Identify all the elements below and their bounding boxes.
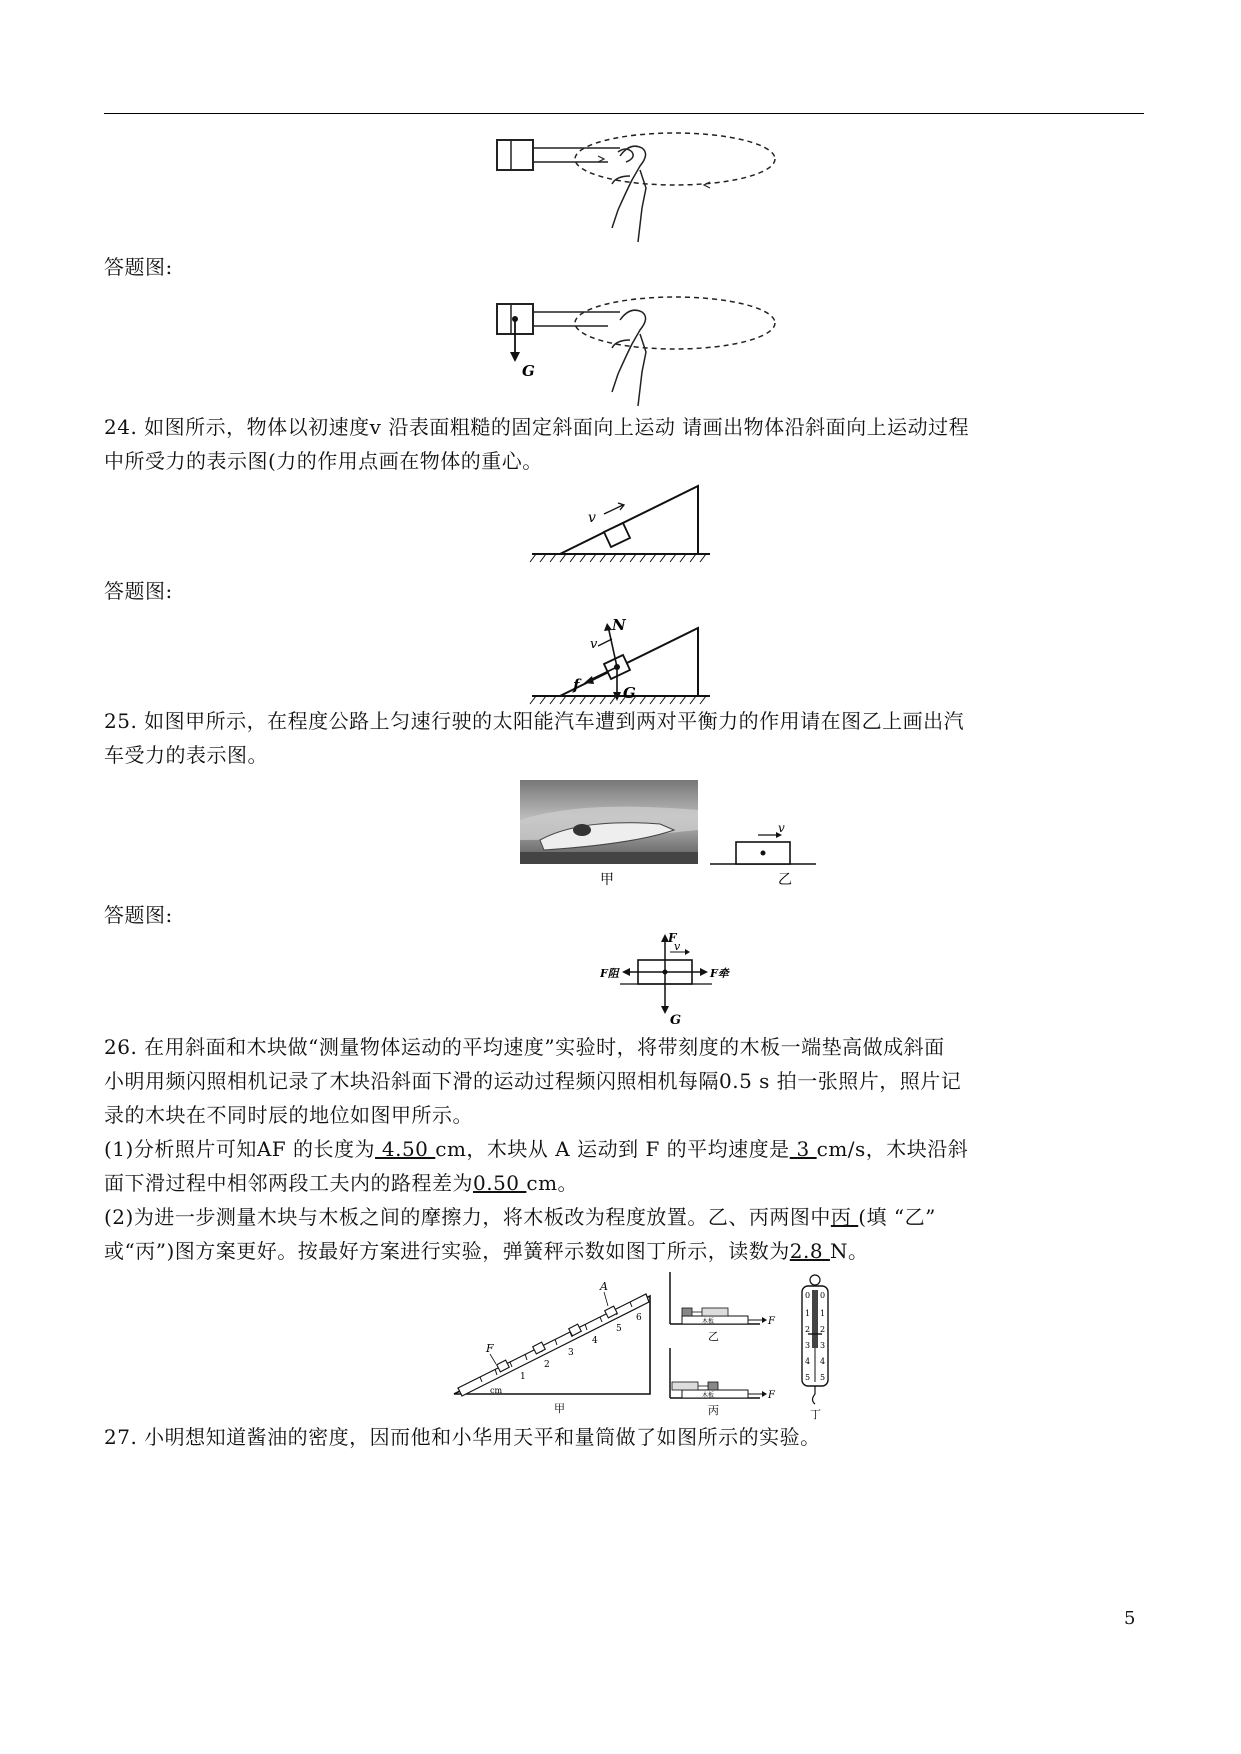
q26-line3: 录的木块在不同时辰的地位如图甲所示。 [104,1103,473,1127]
answer-af-length: 4.50 [375,1137,436,1161]
q25-line1: 25. 如图甲所示，在程度公路上匀速行驶的太阳能汽车遭到两对平衡力的作用请在图乙上画出汽 [104,709,965,733]
tick-4: 4 [592,1336,598,1346]
tick-3: 3 [568,1348,574,1358]
label-ding: 丁 [810,1408,821,1421]
q26-p2-text-d: N。 [829,1239,869,1263]
figure-rotating-block-answer [490,290,790,412]
answer-label-1: 答题图: [104,255,173,279]
scale-3-r: 3 [820,1341,826,1350]
label-G2: G [623,684,636,702]
q26-part2-line1 [104,1202,936,1232]
scale-2-r: 2 [820,1325,826,1334]
answer-label-2: 答题图: [104,579,173,603]
label-yi: 乙 [778,872,792,888]
scale-0-r: 0 [820,1291,826,1300]
label-v: v [588,510,596,526]
q26-part1-line2 [104,1168,578,1198]
label-v2: v [590,637,598,652]
label-v3: v [778,821,785,835]
figure-friction-experiment [450,1272,850,1422]
tick-1: 1 [520,1372,526,1382]
q26-line1: 26. 在用斜面和木块做“测量物体运动的平均速度”实验时，将带刻度的木板一端垫高做成斜面 [104,1035,945,1059]
label-F-bing: F [768,1390,775,1401]
tick-5: 5 [616,1324,622,1334]
q26-part1-line1 [104,1134,968,1164]
label-yi2: 乙 [708,1330,719,1343]
q26-p1-text-b: cm，木块从 A 运动到 F 的平均速度是 [435,1137,790,1161]
scale-5-r: 5 [820,1373,826,1382]
scale-5-l: 5 [805,1373,811,1382]
answer-label-3: 答题图: [104,903,173,927]
scale-1-r: 1 [820,1309,826,1318]
label-F-up: F [668,931,677,945]
q26-p1-text-a: (1)分析照片可知AF 的长度为 [104,1137,376,1161]
scale-2-l: 2 [805,1325,811,1334]
q26-p2-text-c: 或“丙”)图方案更好。按最好方案进行实验，弹簧秤示数如图丁所示，读数为 [104,1239,790,1263]
q26-p1-text-d: 面下滑过程中相邻两段工夫内的路程差为 [104,1171,473,1195]
label-f: f [573,676,580,694]
q26-part2-line2 [104,1236,868,1266]
label-bing: 丙 [708,1404,719,1417]
q25-line2: 车受力的表示图。 [104,743,268,767]
answer-average-speed: 3 [789,1137,817,1161]
figure-rotating-block [490,126,790,246]
label-G: G [522,362,535,380]
label-G3: G [670,1013,682,1028]
label-cm: cm [490,1386,503,1395]
figure-incline-answer [528,606,718,706]
figure-solar-car [520,780,826,890]
scale-1-l: 1 [805,1309,811,1318]
q26-p1-text-e: cm。 [526,1171,579,1195]
label-F-zu: F阻 [600,967,619,980]
answer-best-scheme: 丙 [830,1205,859,1229]
q26-p2-text-b: (填 “乙” [858,1205,936,1229]
tick-2: 2 [544,1360,550,1370]
scale-4-l: 4 [805,1357,811,1366]
scale-3-l: 3 [805,1341,811,1350]
q26-p2-text-a: (2)为进一步测量木块与木板之间的摩擦力，将木板改为程度放置。乙、丙两图中 [104,1205,831,1229]
header-rule [104,113,1144,114]
answer-spring-reading: 2.8 [789,1239,830,1263]
q24-line2: 中所受力的表示图(力的作用点画在物体的重心。 [104,449,543,473]
label-F-qian: F牵 [710,967,729,980]
figure-incline [528,484,718,564]
answer-distance-diff: 0.50 [473,1171,527,1195]
label-jia2: 甲 [554,1402,565,1415]
figure-car-forces [600,930,740,1030]
scale-0-l: 0 [805,1291,811,1300]
q26-line2: 小明用频闪照相机记录了木块沿斜面下滑的运动过程频闪照相机每隔0.5 s 拍一张照片，照片记 [104,1069,962,1093]
label-A: A [600,1280,608,1293]
q27-line1: 27. 小明想知道酱油的密度，因而他和小华用天平和量筒做了如图所示的实验。 [104,1425,821,1449]
label-jia: 甲 [600,872,614,888]
page-number: 5 [1124,1608,1136,1629]
tick-6: 6 [636,1313,642,1323]
label-v4: v [674,940,681,953]
label-F-yi: F [768,1316,775,1327]
scale-4-r: 4 [820,1357,826,1366]
label-board-bing: 木板 [702,1392,715,1399]
label-board-yi: 木板 [702,1318,715,1325]
q24-line1: 24. 如图所示，物体以初速度v 沿表面粗糙的固定斜面向上运动 请画出物体沿斜面向上运动过程 [104,415,970,439]
label-F-jia: F [486,1342,494,1355]
label-N: N [612,616,626,634]
q26-p1-text-c: cm/s，木块沿斜 [816,1137,969,1161]
